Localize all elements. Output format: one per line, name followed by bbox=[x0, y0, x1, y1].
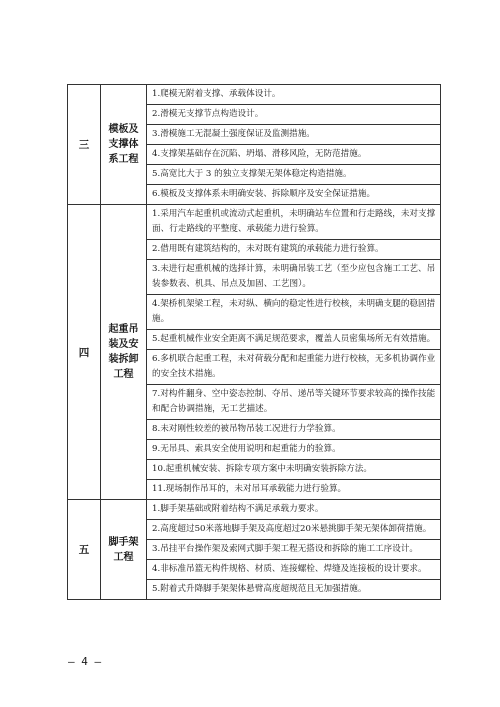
hazard-item: 6.多机联合起重工程，未对荷载分配和起重能力进行校核，无多机协调作业的安全技术措施。 bbox=[147, 350, 440, 385]
section-row bbox=[68, 500, 441, 600]
hazard-item: 11.现场制作吊耳的，未对吊耳承载能力进行验算。 bbox=[152, 484, 347, 494]
hazard-item: 4.支撑架基础存在沉陷、坍塌、滑移风险，无防范措施。 bbox=[147, 145, 440, 165]
hazard-item: 3.滑模施工无混凝土强度保证及监测措施。 bbox=[147, 125, 440, 145]
hazard-item: 7.对构件翻身、空中姿态控制、夺吊、递吊等关键环节要求较高的操作技能和配合协调措施，无工艺描述。 bbox=[147, 385, 440, 420]
section-row bbox=[68, 205, 441, 500]
hazard-item: 1.脚手架基础或附着结构不满足承载力要求。 bbox=[147, 500, 440, 520]
section-name: 模板及支撑体系工程 bbox=[101, 85, 147, 204]
hazard-item: 5.高宽比大于 3 的独立支撑架无架体稳定构造措施。 bbox=[147, 165, 440, 185]
section-number: 五 bbox=[68, 500, 101, 599]
hazard-item: 3.吊挂平台操作架及索网式脚手架工程无搭设和拆除的施工工序设计。 bbox=[147, 540, 440, 560]
hazard-item: 2.滑模无支撑节点构造设计。 bbox=[147, 105, 440, 125]
hazard-item: 4.架桥机架梁工程，未对纵、横向的稳定性进行校核，未明确支腿的稳固措施。 bbox=[147, 295, 440, 330]
page-number: — 4 — bbox=[68, 655, 102, 668]
section-name: 脚手架工程 bbox=[101, 500, 147, 599]
section-row bbox=[68, 85, 441, 205]
hazard-item: 10.起重机械安装、拆除专项方案中未明确安装拆除方法。 bbox=[147, 460, 440, 480]
section-items bbox=[147, 500, 441, 599]
hazard-table bbox=[67, 84, 441, 600]
hazard-item: 5.附着式升降脚手架架体悬臂高度超规范且无加强措施。 bbox=[152, 584, 367, 594]
section-number: 四 bbox=[68, 205, 101, 499]
hazard-item: 4.非标准吊篮无构件规格、材质、连接螺栓、焊缝及连接板的设计要求。 bbox=[147, 560, 440, 580]
section-number: 三 bbox=[68, 85, 101, 204]
section-name: 起重吊装及安装拆卸工程 bbox=[101, 205, 147, 499]
hazard-item: 5.起重机械作业安全距离不满足规范要求，覆盖人员密集场所无有效措施。 bbox=[147, 330, 440, 350]
hazard-item: 3.未进行起重机械的选择计算，未明确吊装工艺（至少应包含施工工艺、吊装参数表、机具、吊点及加固、工艺图）。 bbox=[147, 260, 440, 295]
hazard-item: 2.高度超过50米落地脚手架及高度超过20米悬挑脚手架无架体卸荷措施。 bbox=[147, 520, 440, 540]
section-items bbox=[147, 205, 441, 499]
hazard-item: 6.模板及支撑体系未明确安装、拆除顺序及安全保证措施。 bbox=[152, 189, 376, 199]
hazard-item: 8.未对刚性较差的被吊物吊装工况进行力学验算。 bbox=[147, 420, 440, 440]
section-items bbox=[147, 85, 441, 204]
hazard-item: 1.爬模无附着支撑、承载体设计。 bbox=[147, 85, 440, 105]
hazard-item: 1.采用汽车起重机或流动式起重机，未明确站车位置和行走路线，未对支撑面、行走路线的平整度、承载能力进行验算。 bbox=[147, 205, 440, 240]
hazard-item: 9.无吊具、索具安全使用说明和起重能力的验算。 bbox=[147, 440, 440, 460]
hazard-item: 2.借用既有建筑结构的，未对既有建筑的承载能力进行验算。 bbox=[147, 240, 440, 260]
